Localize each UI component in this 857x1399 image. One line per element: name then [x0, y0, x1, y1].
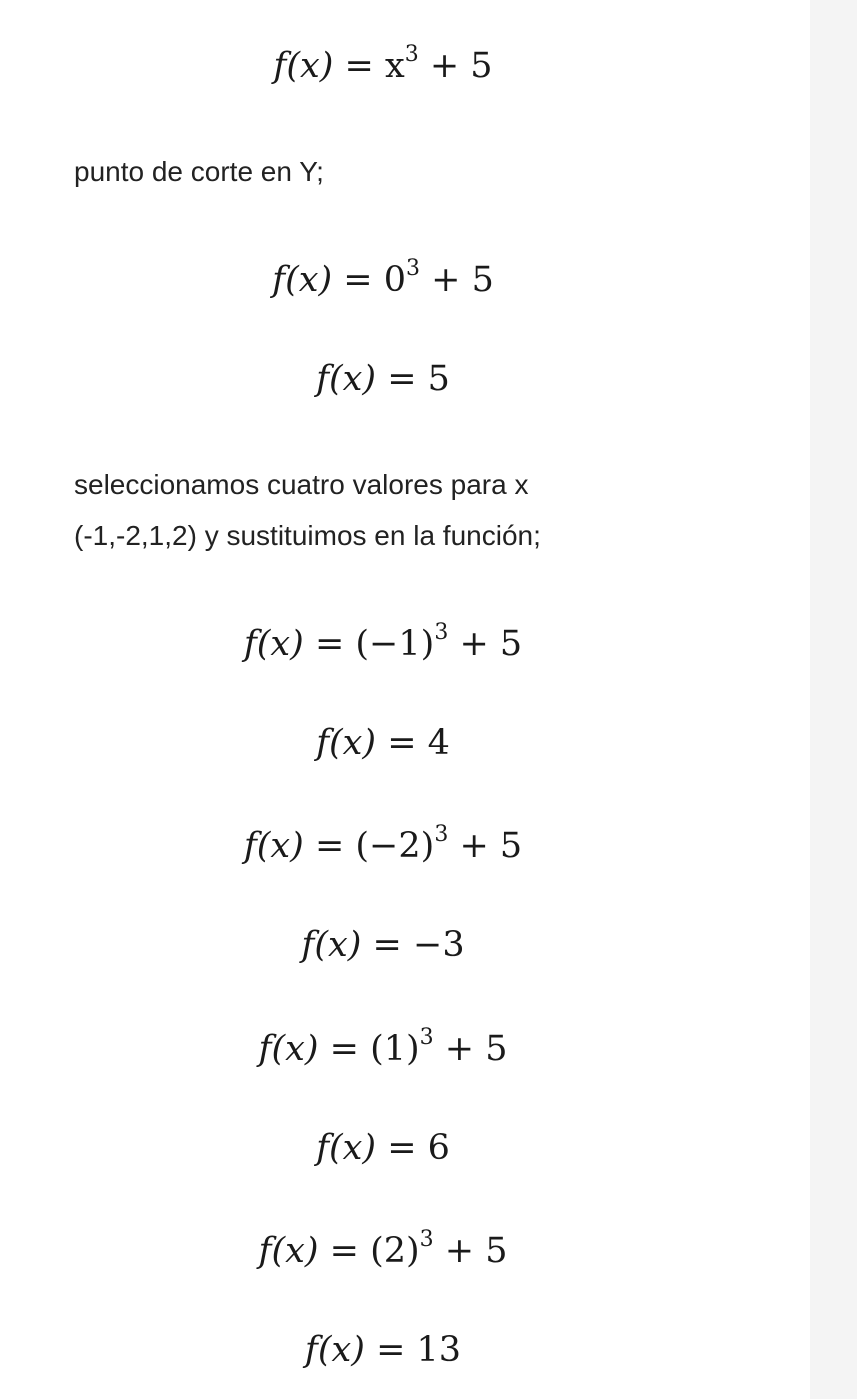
equation-x-2-result: f(x) = 13	[304, 1330, 462, 1370]
equation-x-neg2: $f(x) = (-2)^3 + 5$	[243, 822, 523, 866]
equation-x-2: $f(x) = (2)^3 + 5$	[258, 1227, 508, 1271]
equation-x-neg1: $f(x) = (-1)^3 + 5$	[243, 620, 523, 664]
right-gutter	[810, 0, 857, 1399]
equation-y-intercept-result: f(x) = 5	[316, 359, 450, 399]
equation-x-1: $f(x) = (1)^3 + 5$	[258, 1025, 508, 1069]
equation-function: $f(x) = x^3 + 5$	[273, 42, 493, 86]
equation-x-neg2-result: f(x) = −3	[301, 925, 465, 965]
paragraph-seleccion: seleccionamos cuatro valores para x (-1,-2,1,2) y sustituimos en la función;	[74, 469, 541, 551]
equation-y-intercept: $f(x) = 0^3 + 5$	[272, 256, 494, 300]
paragraph-corte: punto de corte en Y;	[74, 156, 324, 187]
equation-x-1-result: f(x) = 6	[316, 1128, 450, 1168]
equation-x-neg1-result: f(x) = 4	[316, 723, 450, 763]
